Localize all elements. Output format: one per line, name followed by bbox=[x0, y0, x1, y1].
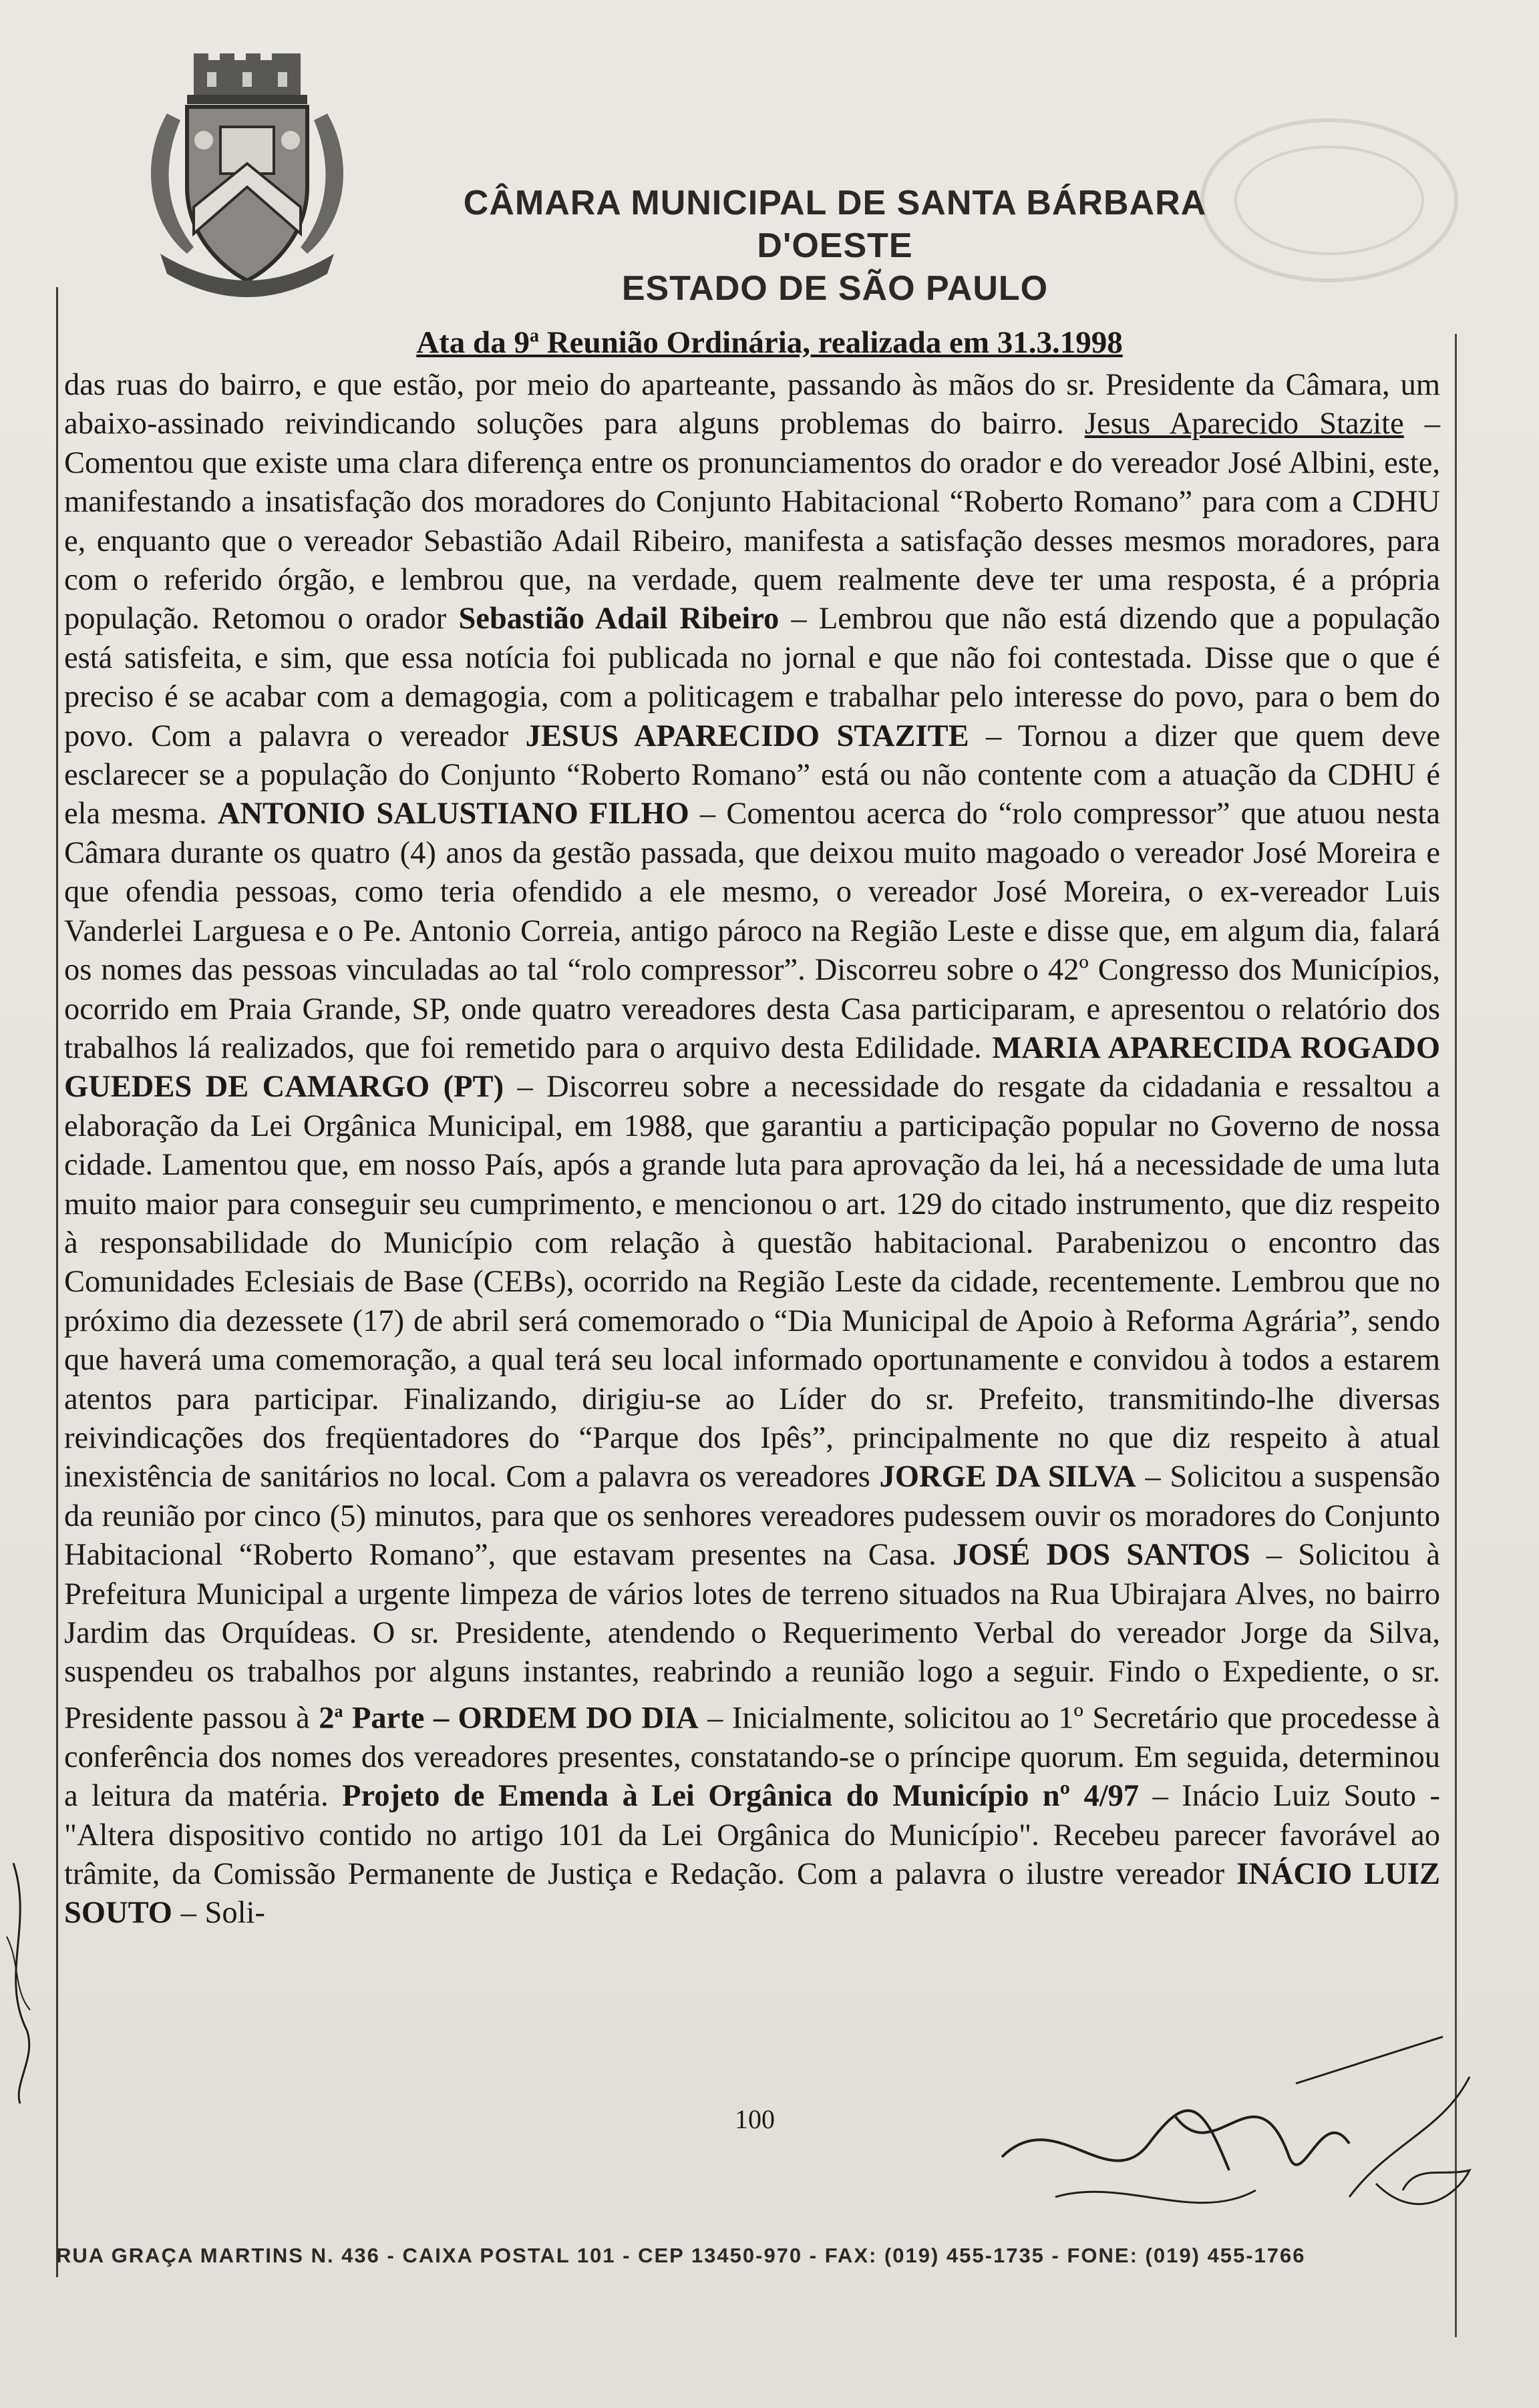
title-ordinal: a bbox=[529, 325, 539, 347]
minutes-title bbox=[0, 325, 1539, 361]
bill-title: Projeto de Emenda à Lei Orgânica do Município nº 4/97 bbox=[342, 1779, 1140, 1814]
minutes-body bbox=[64, 366, 1440, 1933]
speaker-name: ANTONIO SALUSTIANO FILHO bbox=[217, 797, 689, 831]
handwritten-signature-icon bbox=[975, 2023, 1483, 2250]
body-text-segment: – Comentou que existe uma clara diferença entre os pronunciamentos do orador e do vereador José Albini, este, manifestando a insatisfação dos moradores do Conjunto Habitacional “Roberto Romano” para com a CDHU e, enquanto que o vereador Sebastião Adail Ribeiro, manifesta a satisfação desses mesmos moradores, para com o referido órgão, e lembrou que, na verdade, quem realmente deve ter uma resposta, é a própria população. Retomou o orador bbox=[64, 407, 1440, 636]
speaker-name: JORGE DA SILVA bbox=[879, 1460, 1136, 1494]
body-text-segment: – Inácio Luiz Souto - "Altera dispositivo contido no artigo 101 da Lei Orgânica do Município". Recebeu parecer favorável ao trâmite, da Comissão Permanente de Justiça e Redação. Com a palavra o ilustre vereador bbox=[64, 1779, 1440, 1891]
speaker-name: JOSÉ DOS SANTOS bbox=[952, 1538, 1250, 1573]
body-text-segment: – Soli- bbox=[172, 1896, 265, 1931]
body-text-segment: – Discorreu sobre a necessidade do resgate da cidadania e ressaltou a elaboração da Lei Orgânica Municipal, em 1988, que garantiu a participação popular no Governo de nossa cidade. Lamentou que, em nosso País, após a grande luta para aprovação da lei, há a necessidade de uma luta muito maior para conseguir seu cumprimento, e mencionou o art. 129 do citado instrumento, que diz respeito à responsabilidade do Município com relação à questão habitacional. Parabenizou o encontro das Comunidades Eclesiais de Base (CEBs), ocorrido na Região Leste da cidade, recentemente. Lembrou que no próximo dia dezessete (17) de abril será comemorado o “Dia Municipal de Apoio à Reforma Agrária”, sendo que haverá uma comemoração, a qual terá seu local informado oportunamente e convidou à todos a estarem atentos para participar. Finalizando, dirigiu-se ao Líder do sr. Prefeito, transmitindo-lhe diversas reivindicações dos freqüentadores do “Parque dos Ipês”, principalmente no que diz respeito à atual inexistência de sanitários no local. Com a palavra os vereadores bbox=[64, 1070, 1441, 1494]
institution-name: CÂMARA MUNICIPAL DE SANTA BÁRBARA D'OESTE bbox=[463, 184, 1207, 265]
municipal-coat-of-arms-icon bbox=[140, 53, 354, 300]
body-text-segment: – Solicitou à Prefeitura Municipal a urgente limpeza de vários lotes de terreno situados na Rua Ubirajara Alves, no bairro Jardim das Orquídeas. O sr. Presidente, atendendo o Requerimento Verbal do vereador Jorge da Silva, suspendeu os trabalhos por alguns instantes, reabrindo a reunião logo a seguir. Findo o Expediente, o sr. Presidente passou à bbox=[64, 1538, 1440, 1736]
section-heading: 2 bbox=[319, 1701, 335, 1736]
speaker-name: MARIA APARECIDA ROGADO GUEDES DE CAMARGO (PT) bbox=[64, 1030, 1440, 1105]
speaker-name: INÁCIO LUIZ SOUTO bbox=[64, 1856, 1441, 1931]
left-margin-handwriting-icon bbox=[0, 1856, 40, 2110]
speaker-name: Sebastião Adail Ribeiro bbox=[458, 602, 780, 636]
state-name: ESTADO DE SÃO PAULO bbox=[621, 269, 1049, 308]
section-heading-ordinal: a bbox=[334, 1701, 343, 1721]
page-number: 100 bbox=[735, 2104, 775, 2134]
title-rest: Reunião Ordinária, realizada em 31.3.1998 bbox=[538, 325, 1123, 360]
title-prefix: Ata da 9 bbox=[416, 325, 530, 360]
body-text-segment: – Solicitou a suspensão da reunião por cinco (5) minutos, para que os senhores vereadores pudessem ouvir os moradores do Conjunto Habitacional “Roberto Romano”, que estavam presentes na Casa. bbox=[64, 1460, 1440, 1573]
section-heading: Parte – ORDEM DO DIA bbox=[343, 1701, 699, 1736]
speaker-name-underlined: Jesus Aparecido Stazite bbox=[1084, 407, 1404, 441]
letterhead bbox=[401, 182, 1269, 310]
left-margin-rule bbox=[56, 287, 58, 2277]
body-text-segment: – Tornou a dizer que quem deve esclarecer se a população do Conjunto “Roberto Romano” está ou não contente com a atuação da CDHU é ela mesma. bbox=[64, 719, 1440, 831]
body-text-segment: – Inicialmente, solicitou ao 1º Secretário que procedesse à conferência dos nomes dos vereadores presentes, constatando-se o príncipe quorum. Em seguida, determinou a leitura da matéria. bbox=[64, 1701, 1440, 1814]
body-text-segment: – Lembrou que não está dizendo que a população está satisfeita, e sim, que essa notícia foi publicada no jornal e que não foi contestada. Disse que o que é preciso é se acabar com a demagogia, com a politicagem e trabalhar pelo interesse do povo, para o bem do povo. Com a palavra o vereador bbox=[64, 602, 1441, 753]
body-text-segment: das ruas do bairro, e que estão, por meio do aparteante, passando às mãos do sr. Presidente da Câmara, um abaixo-assinado reivindicando soluções para alguns problemas do bairro. bbox=[64, 368, 1440, 441]
speaker-name: JESUS APARECIDO STAZITE bbox=[525, 719, 969, 753]
body-text-segment: – Comentou acerca do “rolo compressor” que atuou nesta Câmara durante os quatro (4) anos da gestão passada, que deixou muito magoado o vereador José Moreira e que ofendia pessoas, como teria ofendido a ele mesmo, o vereador José Moreira, o ex-vereador Luis Vanderlei Larguesa e o Pe. Antonio Correia, antigo pároco na Região Leste e disse que, em algum dia, falará os nomes das pessoas vinculadas ao tal “rolo compressor”. Discorreu sobre o 42º Congresso dos Municípios, ocorrido em Praia Grande, SP, onde quatro vereadores desta Casa participaram, e apresentou o relatório dos trabalhos lá realizados, que foi remetido para o arquivo desta Edilidade. bbox=[64, 797, 1440, 1065]
address-footer: RUA GRAÇA MARTINS N. 436 - CAIXA POSTAL 101 - CEP 13450-970 - FAX: (019) 455-1735 - FONE: (019) 455-1766 bbox=[56, 2244, 1306, 2267]
